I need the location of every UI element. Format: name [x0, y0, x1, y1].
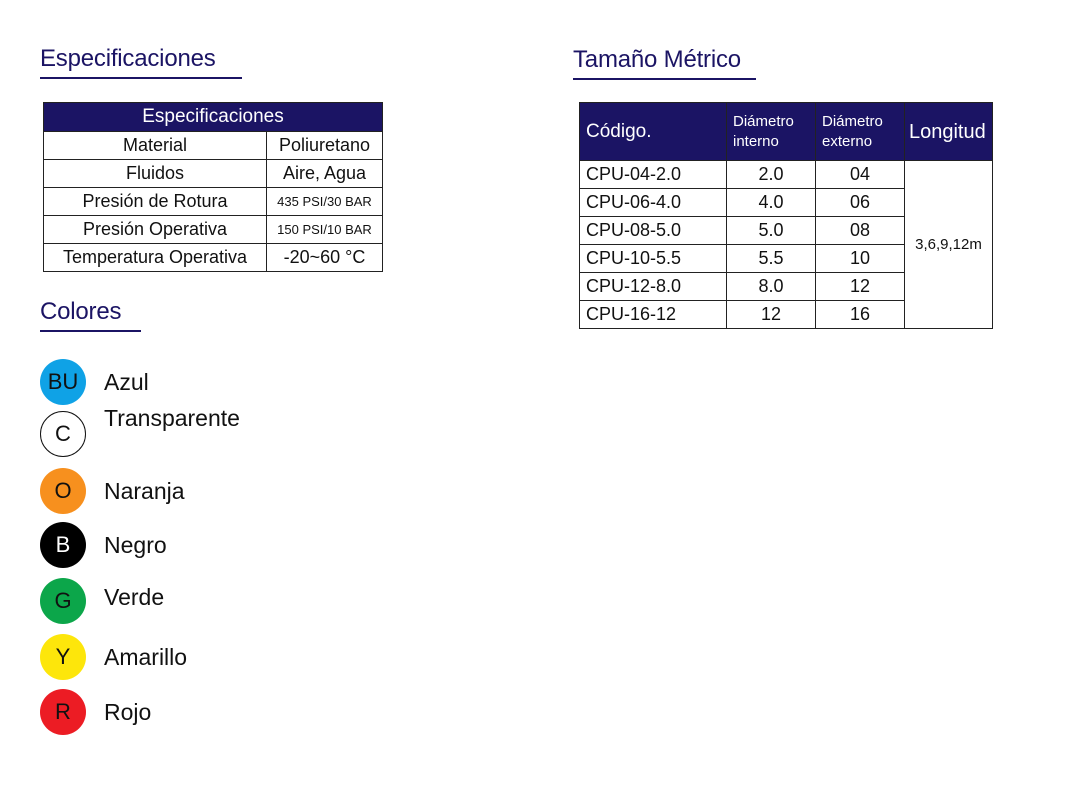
- color-item-red: [40, 689, 152, 735]
- color-swatch: R: [40, 689, 86, 735]
- metric-size-title: Tamaño Métrico: [573, 46, 756, 80]
- header-inner-line-2: interno: [733, 132, 779, 150]
- spec-row-fluids: [44, 160, 383, 188]
- spec-label: Presión Operativa: [44, 216, 267, 244]
- cell-code: CPU-06-4.0: [580, 189, 727, 217]
- spec-value: 150 PSI/10 BAR: [267, 216, 383, 244]
- cell-code: CPU-08-5.0: [580, 217, 727, 245]
- cell-code: CPU-12-8.0: [580, 273, 727, 301]
- header-outer-diameter: [816, 103, 905, 161]
- header-outer-line-2: externo: [822, 132, 873, 150]
- spec-row-burst-pressure: [44, 188, 383, 216]
- spec-value: Aire, Agua: [267, 160, 383, 188]
- color-name: Verde: [104, 584, 165, 610]
- color-item-yellow: [40, 634, 188, 680]
- spec-label: Fluidos: [44, 160, 267, 188]
- cell-inner: 12: [727, 301, 816, 329]
- cell-outer: 06: [816, 189, 905, 217]
- spec-label: Material: [44, 132, 267, 160]
- cell-outer: 08: [816, 217, 905, 245]
- color-item-orange: [40, 468, 185, 514]
- header-inner-line-1: Diámetro: [733, 112, 794, 130]
- color-item-green: [40, 578, 165, 624]
- colors-title: Colores: [40, 298, 141, 332]
- cell-inner: 4.0: [727, 189, 816, 217]
- cell-inner: 5.5: [727, 245, 816, 273]
- header-code: Código.: [580, 103, 727, 161]
- color-name: Naranja: [104, 477, 185, 504]
- spec-row-operating-pressure: [44, 216, 383, 244]
- cell-outer: 10: [816, 245, 905, 273]
- spec-value: 435 PSI/30 BAR: [267, 188, 383, 216]
- cell-length: 3,6,9,12m: [905, 161, 993, 329]
- color-swatch: G: [40, 578, 86, 624]
- spec-label: Temperatura Operativa: [44, 244, 267, 272]
- cell-outer: 04: [816, 161, 905, 189]
- cell-outer: 12: [816, 273, 905, 301]
- spec-row-material: [44, 132, 383, 160]
- header-inner-diameter: [727, 103, 816, 161]
- cell-inner: 5.0: [727, 217, 816, 245]
- cell-code: CPU-10-5.5: [580, 245, 727, 273]
- specifications-header: Especificaciones: [44, 103, 383, 132]
- cell-inner: 8.0: [727, 273, 816, 301]
- cell-outer: 16: [816, 301, 905, 329]
- metric-size-table: [579, 102, 993, 329]
- table-header-row: [44, 103, 383, 132]
- spec-value: -20~60 °C: [267, 244, 383, 272]
- color-name: Transparente: [104, 405, 240, 431]
- color-swatch: Y: [40, 634, 86, 680]
- color-swatch: BU: [40, 359, 86, 405]
- color-name: Rojo: [104, 698, 152, 725]
- cell-code: CPU-16-12: [580, 301, 727, 329]
- color-name: Negro: [104, 531, 167, 558]
- color-name: Amarillo: [104, 643, 188, 670]
- header-length: Longitud: [905, 103, 993, 161]
- color-item-black: [40, 522, 167, 568]
- spec-label: Presión de Rotura: [44, 188, 267, 216]
- color-swatch: C: [40, 411, 86, 457]
- color-item-transparent: [40, 405, 240, 457]
- spec-value: Poliuretano: [267, 132, 383, 160]
- specifications-title: Especificaciones: [40, 45, 242, 79]
- cell-code: CPU-04-2.0: [580, 161, 727, 189]
- specifications-table: [43, 102, 383, 272]
- table-row: [580, 161, 993, 189]
- color-swatch: B: [40, 522, 86, 568]
- header-outer-line-1: Diámetro: [822, 112, 883, 130]
- table-header-row: [580, 103, 993, 161]
- color-swatch: O: [40, 468, 86, 514]
- spec-row-operating-temperature: [44, 244, 383, 272]
- color-name: Azul: [104, 368, 149, 395]
- cell-inner: 2.0: [727, 161, 816, 189]
- color-item-blue: [40, 359, 149, 405]
